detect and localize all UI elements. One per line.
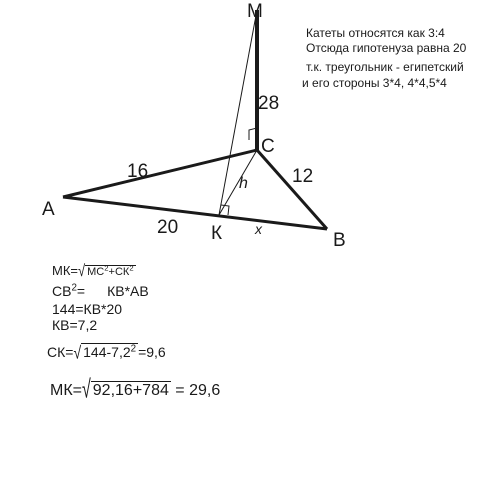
formula-cb-squared — [52, 284, 149, 298]
side-ac — [63, 150, 257, 197]
formula-line-3: 144=КВ*20 — [52, 301, 123, 317]
ck-result: =9,6 — [138, 344, 166, 360]
label-ab-length: 20 — [157, 217, 179, 238]
point-label-a: A — [42, 199, 55, 220]
label-height-h: h — [239, 175, 248, 192]
final-lhs: МК= — [50, 382, 82, 399]
ck-term: +СК — [108, 266, 130, 278]
segment-mk — [219, 10, 257, 215]
radical-sign: √ — [73, 342, 82, 362]
label-x: x — [255, 221, 262, 237]
ck-radicand-text: 144-7,2 — [83, 344, 131, 360]
radical-sign: √ — [78, 261, 86, 280]
final-result: = 29,6 — [170, 382, 221, 399]
cb-square: 2 — [71, 282, 77, 294]
ck-radicand — [81, 343, 138, 359]
radical-sign: √ — [82, 376, 91, 404]
ck-square: 2 — [130, 343, 137, 355]
final-radicand — [91, 381, 171, 399]
label-ac-length: 16 — [127, 161, 149, 182]
note-line-2: Отсюда гипотенуза равна 20 — [306, 41, 467, 55]
final-radicand-text: 92,16+784 — [92, 382, 169, 399]
point-label-c: C — [261, 136, 275, 157]
label-cb-length: 12 — [292, 166, 314, 187]
formula-mk-final — [50, 376, 221, 404]
side-ab — [63, 197, 327, 229]
side-cb — [257, 150, 327, 229]
cb-equals: = — [76, 283, 86, 299]
ck-lhs: СК= — [47, 344, 74, 360]
note-line-1: Катеты относятся как 3:4 — [306, 26, 445, 40]
point-label-b: B — [333, 230, 346, 251]
ck-square: 2 — [129, 263, 134, 273]
formula-mk-general — [52, 261, 136, 280]
point-label-k: К — [211, 223, 223, 244]
kb-ab-product: КВ*АВ — [107, 283, 149, 299]
note-line-4: и его стороны 3*4, 4*4,5*4 — [302, 76, 447, 90]
mc-term: МС — [87, 266, 105, 278]
label-mc-length: 28 — [258, 93, 280, 114]
note-line-3: т.к. треугольник - египетский — [306, 60, 464, 74]
mc-square: 2 — [104, 263, 109, 273]
point-label-m: M — [247, 1, 263, 22]
formula-ck — [47, 342, 166, 362]
cb-term: СВ — [52, 283, 72, 299]
formula-line-4: КВ=7,2 — [52, 317, 98, 333]
formula-mk-lhs: МК= — [52, 263, 78, 278]
formula-mk-radicand — [85, 265, 135, 278]
